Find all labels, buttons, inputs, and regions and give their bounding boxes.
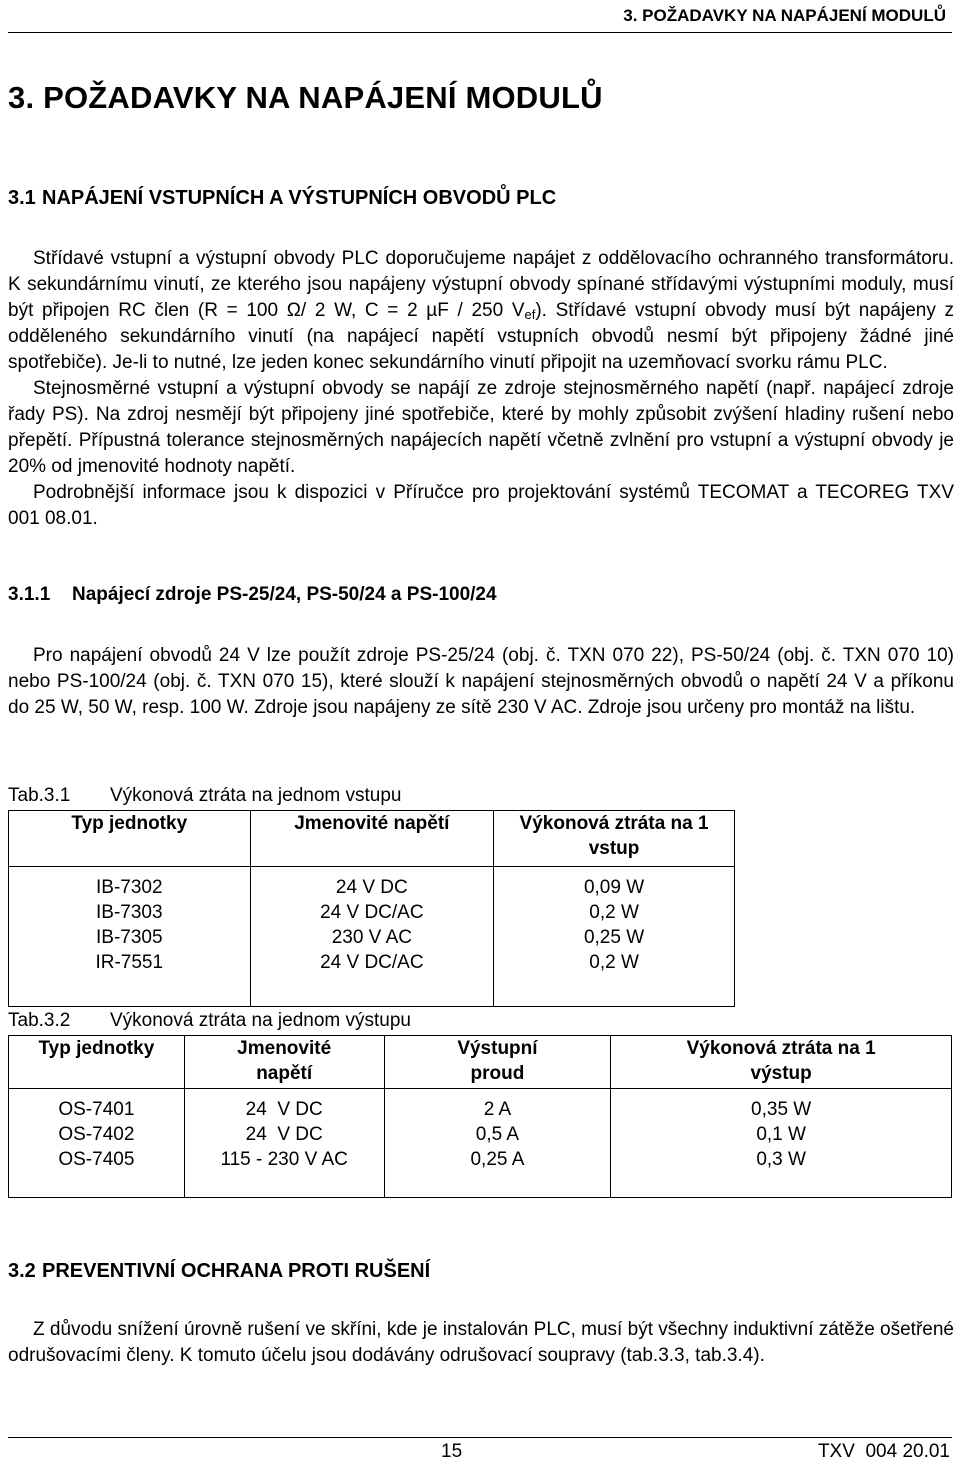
table-cell: 24 V DC	[184, 1122, 384, 1147]
paragraph-interference: Z důvodu snížení úrovně rušení ve skříni, kde je instalován PLC, musí být všechny induktivní zátěže ošetřené odrušovacími členy. K tomuto účelu jsou dodávány odrušovací soupravy (tab.3.3, tab.3.4).	[8, 1319, 954, 1366]
table-cell: 2 A	[384, 1089, 611, 1123]
table-cell: 0,25 W	[494, 925, 735, 950]
document-code: TXV 004 20.01	[817, 1441, 950, 1462]
table-cell: 0,2 W	[494, 950, 735, 1006]
column-header-output-current: Výstupní proud	[384, 1036, 611, 1089]
table-cell: 24 V DC/AC	[250, 950, 494, 1006]
table-3-1-caption	[8, 785, 402, 807]
table-3-2-caption	[8, 1010, 411, 1032]
page-number: 15	[441, 1441, 463, 1462]
table-cell: 0,25 A	[384, 1147, 611, 1197]
table-cell: 0,3 W	[611, 1147, 952, 1197]
table-cell: 0,09 W	[494, 867, 735, 901]
section-number: 3.1.1	[8, 584, 51, 605]
column-header-power-loss: Výkonová ztráta na 1 vstup	[494, 811, 735, 867]
paragraph-dc-circuits: Stejnosměrné vstupní a výstupní obvody se napájí ze zdroje stejnosměrného napětí (např. napájecí zdroje řady PS). Na zdroj nesmějí být připojeny jiné spotřebiče, které by mohly způsobit zvýšení hladiny rušení nebo přepětí. Přípustná tolerance stejnosměrných napájecích napětí včetně zvlnění pro vstupní a výstupní obvody je 20% od jmenovité hodnoty napětí.	[8, 378, 954, 477]
column-header-rated-voltage: Jmenovité napětí	[184, 1036, 384, 1089]
paragraph-power-supplies: Pro napájení obvodů 24 V lze použít zdroje PS-25/24 (obj. č. TXN 070 22), PS-50/24 (obj. č. TXN 070 10) nebo PS-100/24 (obj. č. TXN 070 15), které slouží k napájení stejnosměrných obvodů o napětí 24 V a příkonu do 25 W, 50 W, resp. 100 W. Zdroje jsou napájeny ze sítě 230 V AC. Zdroje jsou určeny pro montáž na lištu.	[8, 645, 954, 718]
table-cell: 0,5 A	[384, 1122, 611, 1147]
table-row	[9, 1122, 952, 1147]
table-row	[9, 950, 735, 1006]
table-input-losses	[8, 810, 735, 1007]
table-cell: OS-7401	[9, 1089, 185, 1123]
table-row	[9, 867, 735, 901]
section-number: 3.2	[8, 1260, 36, 1282]
section-3-2-body	[8, 1317, 954, 1369]
section-3-1-body	[8, 246, 954, 532]
chapter-title: 3. POŽADAVKY NA NAPÁJENÍ MODULŮ	[8, 80, 603, 115]
header-rule	[8, 32, 952, 33]
table-caption: Výkonová ztráta na jednom výstupu	[110, 1010, 412, 1031]
table-cell: 24 V DC/AC	[250, 900, 494, 925]
table-row	[9, 925, 735, 950]
table-cell: OS-7405	[9, 1147, 185, 1197]
table-cell: IB-7305	[9, 925, 251, 950]
column-header-power-loss: Výkonová ztráta na 1 výstup	[611, 1036, 952, 1089]
table-cell: IR-7551	[9, 950, 251, 1006]
table-cell: OS-7402	[9, 1122, 185, 1147]
table-cell: 0,1 W	[611, 1122, 952, 1147]
section-3-1-1-body	[8, 643, 954, 721]
table-cell: 0,35 W	[611, 1089, 952, 1123]
subscript-ef: ef	[524, 307, 536, 322]
paragraph-ac-circuits: Střídavé vstupní a výstupní obvody PLC doporučujeme napájet z oddělovacího ochranného transformátoru. K sekundárnímu vinutí, ze kterého jsou napájeny výstupní obvody spínané střídavými výstupními moduly, musí být připojen RC člen (R = 100 Ω/ 2 W, C = 2 µF / 250 $V_{ef}$). Střídavé vstupní obvody musí být napájeny z odděleného sekundárního vinutí (na napájecí napětí vstupních obvodů nesmí být připojeny žádné jiné spotřebiče). Je-li to nutné, lze jeden konec sekundárního vinutí připojit na uzemňovací svorku rámu PLC.	[8, 248, 955, 373]
section-title: NAPÁJENÍ VSTUPNÍCH A VÝSTUPNÍCH OBVODŮ PLC	[42, 187, 557, 209]
running-header: 3. POŽADAVKY NA NAPÁJENÍ MODULŮ	[623, 6, 946, 25]
table-row	[9, 900, 735, 925]
column-header-rated-voltage: Jmenovité napětí	[250, 811, 494, 867]
table-cell: 115 - 230 V AC	[184, 1147, 384, 1197]
table-row	[9, 1089, 952, 1123]
table-cell: IB-7302	[9, 867, 251, 901]
table-cell: 230 V AC	[250, 925, 494, 950]
column-header-unit-type: Typ jednotky	[9, 811, 251, 867]
section-title: PREVENTIVNÍ OCHRANA PROTI RUŠENÍ	[42, 1260, 431, 1282]
section-3-1-1-heading	[8, 584, 497, 606]
table-cell: IB-7303	[9, 900, 251, 925]
table-row	[9, 1147, 952, 1197]
column-header-unit-type: Typ jednotky	[9, 1036, 185, 1089]
section-title: Napájecí zdroje PS-25/24, PS-50/24 a PS-100/24	[72, 584, 497, 605]
table-cell: 24 V DC	[184, 1089, 384, 1123]
footer-rule	[8, 1437, 952, 1438]
table-label: Tab.3.2	[8, 1010, 71, 1031]
table-label: Tab.3.1	[8, 785, 71, 806]
paragraph-more-info: Podrobnější informace jsou k dispozici v Příručce pro projektování systémů TECOMAT a TECOREG TXV 001 08.01.	[8, 482, 954, 529]
section-number: 3.1	[8, 187, 36, 209]
section-3-2-heading	[8, 1260, 430, 1283]
section-3-1-heading	[8, 187, 556, 210]
table-output-losses	[8, 1035, 952, 1198]
table-cell: 24 V DC	[250, 867, 494, 901]
table-cell: 0,2 W	[494, 900, 735, 925]
table-caption: Výkonová ztráta na jednom vstupu	[110, 785, 402, 806]
